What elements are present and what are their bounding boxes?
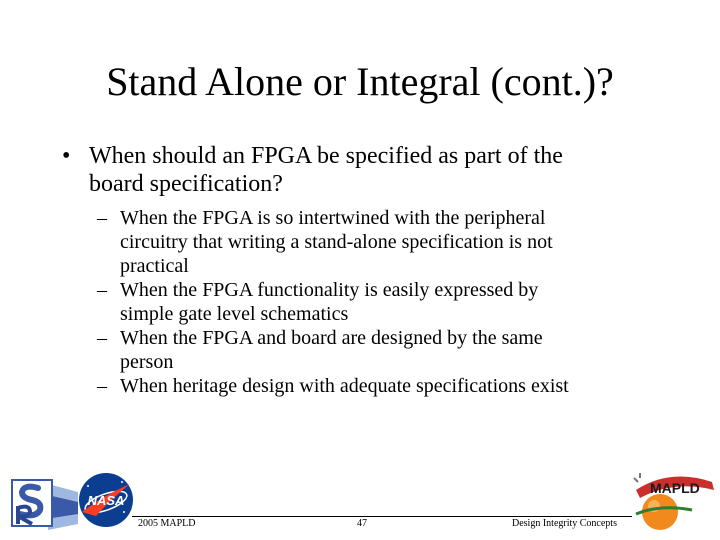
sub-bullet-marker: – [97, 327, 107, 349]
sub-bullet-line: When heritage design with adequate specifications exist [120, 375, 569, 397]
footer-right-text: Design Integrity Concepts [512, 518, 617, 529]
sub-bullet-4 [97, 374, 667, 398]
sub-bullet-line: circuitry that writing a stand-alone specification is not [120, 231, 553, 253]
footer-page-number: 47 [357, 518, 367, 529]
mapld-logo-text: MAPLD [650, 480, 700, 496]
sub-bullet-1 [97, 206, 667, 278]
sub-bullet-3 [97, 326, 667, 374]
bullet-text [89, 142, 659, 198]
sub-bullet-2 [97, 278, 667, 326]
sub-bullet-line: When the FPGA functionality is easily expressed by [120, 279, 539, 301]
bullet-marker: • [62, 143, 71, 169]
bullet-line-1: When should an FPGA be specified as part of the [89, 143, 563, 169]
sub-bullet-line: person [120, 351, 174, 373]
footer-left-text: 2005 MAPLD [138, 518, 196, 529]
sub-bullet-marker: – [97, 279, 107, 301]
nasa-logo-text: NASA [87, 493, 125, 508]
footer-divider [132, 516, 632, 517]
sub-bullet-marker: – [97, 375, 107, 397]
slide-title: Stand Alone or Integral (cont.)? [106, 59, 614, 104]
sub-bullet-line: When the FPGA is so intertwined with the peripheral [120, 207, 546, 229]
sub-bullet-list [97, 206, 667, 398]
sub-bullet-line: simple gate level schematics [120, 303, 349, 325]
sub-bullet-line: When the FPGA and board are designed by the same [120, 327, 543, 349]
sub-bullet-line: practical [120, 255, 189, 277]
sr-logo [8, 478, 78, 530]
sub-bullet-marker: – [97, 207, 107, 229]
bullet-line-2: board specification? [89, 171, 283, 197]
